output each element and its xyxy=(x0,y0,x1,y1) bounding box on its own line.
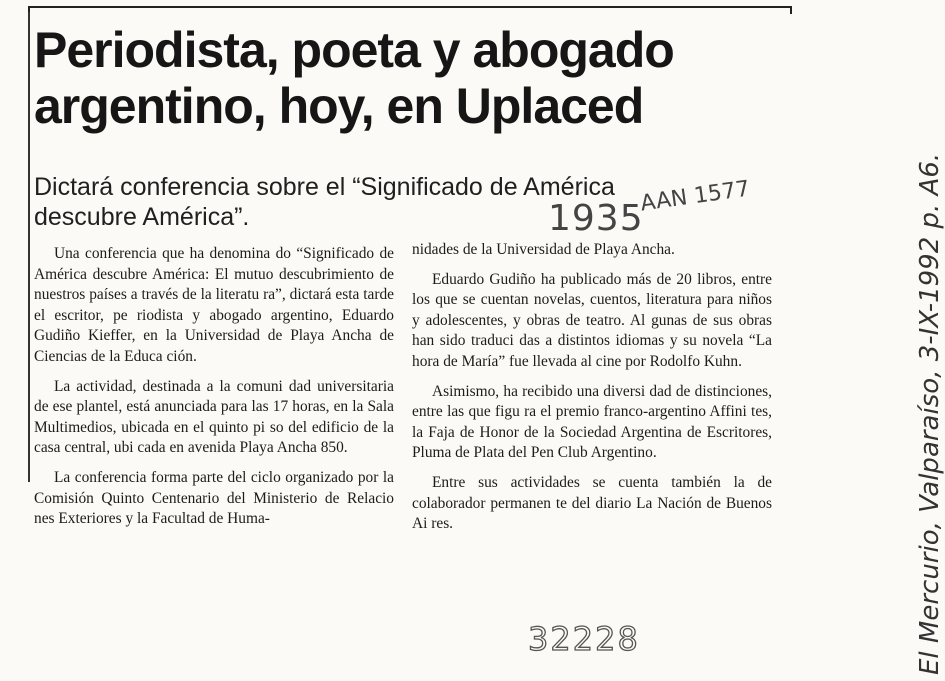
paragraph: Eduardo Gudiño ha publicado más de 20 libros, entre los que se cuentan novelas, cuentos, literatura para niños y adolescentes, y obras de teatro. Al gunas de sus obras han sido traduci das a distintos idiomas y su novela “La hora de María” fue llevada al cine por Rodolfo Kuhn. xyxy=(412,270,772,370)
article-column-left xyxy=(34,244,394,539)
paragraph: Entre sus actividades se cuenta también la de colaborador permanen te del diario La Nación de Buenos Ai res. xyxy=(412,473,772,533)
paragraph: Asimismo, ha recibido una diversi dad de distinciones, entre las que figu ra el premio franco-argentino Affini tes, la Faja de Honor de la Sociedad Argentina de Escritores, Pluma de Plata del Pen Club Argentino. xyxy=(412,382,772,462)
paragraph: La actividad, destinada a la comuni dad universitaria de ese plantel, está anunciada para las 17 horas, en la Sala Multimedios, ubicada en el quinto pi so del edificio de la casa central, ubi cada en avenida Playa Ancha 850. xyxy=(34,377,394,457)
handwritten-number: 1935 xyxy=(548,198,644,239)
paragraph: La conferencia forma parte del ciclo organizado por la Comisión Quinto Centenario del Ministerio de Relacio nes Exteriores y la Facultad de Huma- xyxy=(34,468,394,528)
paragraph: Una conferencia que ha denomina do “Significado de América descubre América: El mutuo descubrimiento de nuestros países a través de la literatu ra”, dictará esta tarde el escritor, pe riodista y abogado argentino, Eduardo Gudiño Kieffer, en la Universidad de Playa Ancha de Ciencias de la Educa ción. xyxy=(34,245,394,365)
archive-stamp-number: 32228 xyxy=(528,620,640,658)
handwritten-code: AAN 1577 xyxy=(638,176,752,217)
subheadline: Dictará conferencia sobre el “Significado de América descubre América”. xyxy=(34,173,615,231)
article-column-right xyxy=(412,240,772,544)
left-border-rule xyxy=(28,12,30,482)
top-border-rule xyxy=(28,6,792,14)
headline: Periodista, poeta y abogado argentino, hoy, en Uplaced xyxy=(34,22,674,134)
paragraph: nidades de la Universidad de Playa Ancha. xyxy=(412,241,675,258)
handwritten-source-note: El Mercurio, Valparaíso, 3-IX-1992 p. A6. xyxy=(915,152,945,675)
